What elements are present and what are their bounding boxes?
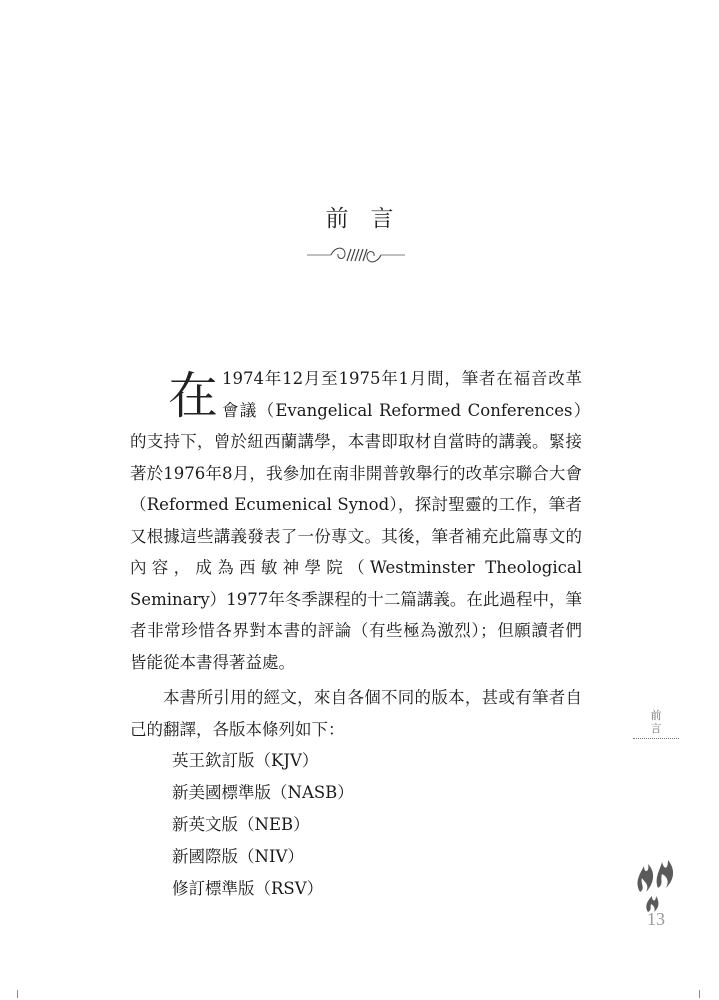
list-item: 英王欽訂版（KJV） [172, 751, 319, 770]
paragraph-2: 本書所引用的經文，來自各個不同的版本，甚或有筆者自己的翻譯，各版本條列如下： [130, 688, 582, 739]
list-item: 新國際版（NIV） [172, 847, 304, 866]
paragraph-1-text: 1974年12月至1975年1月間，筆者在福音改革會議（Evangelical Reformed Conferences）的支持下，曾於紐西蘭講學，本書即取材自當時的講義。緊接著於1976年8月，我參加在南非開普敦舉行的改革宗聯合大會（Reformed Ecumenical Synod），探討聖靈的工作，筆者又根據這些講義發表了一份專文。其後，筆者補充此篇專文的內容，成為西敏神學院（Westminster Theological Seminary）1977年冬季課程的十二篇講義。在此過程中，筆者非常珍惜各界對本書的評論（有些極為激烈）；但願讀者們皆能從本書得著益處。 [130, 369, 582, 672]
list-item: 新美國標準版（NASB） [172, 783, 354, 802]
bible-version-list [130, 745, 582, 905]
preface-body [130, 363, 582, 905]
flame-icon [632, 848, 680, 914]
crop-mark [699, 990, 700, 998]
sidebar-label-line-1: 前 [650, 709, 662, 722]
ornament-divider [307, 242, 405, 268]
sidebar-section-label [633, 709, 679, 735]
paragraph-1 [130, 363, 582, 678]
crop-mark [17, 990, 18, 998]
drop-cap: 在 [168, 367, 218, 425]
page-title: 前言 [325, 206, 416, 232]
sidebar-dotted-rule [633, 738, 679, 739]
list-item: 修訂標準版（RSV） [172, 879, 324, 898]
sidebar-label-line-2: 言 [650, 722, 662, 735]
page-number: 13 [647, 909, 665, 929]
list-item: 新英文版（NEB） [172, 815, 310, 834]
